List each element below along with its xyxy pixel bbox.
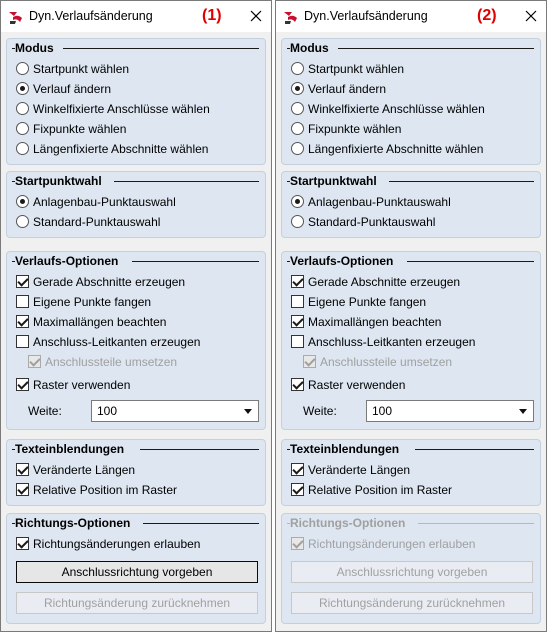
section-title: Modus <box>15 41 54 55</box>
checkbox-label: Veränderte Längen <box>33 463 136 477</box>
modus-section <box>281 38 541 165</box>
radio-label: Startpunkt wählen <box>308 62 405 76</box>
chevron-down-icon[interactable] <box>244 409 252 414</box>
checkbox[interactable] <box>291 463 304 476</box>
checkbox[interactable] <box>291 378 304 391</box>
window-title: Dyn.Verlaufsänderung <box>304 9 428 23</box>
checkbox[interactable] <box>291 275 304 288</box>
title-bar[interactable] <box>1 1 271 32</box>
title-bar[interactable] <box>276 1 546 32</box>
richtungsaenderung-zuruecknehmen-button: Richtungsänderung zurücknehmen <box>16 592 258 614</box>
checkbox[interactable] <box>16 463 29 476</box>
richtungsaenderung-zuruecknehmen-button: Richtungsänderung zurücknehmen <box>291 592 533 614</box>
radio-button[interactable] <box>16 215 29 228</box>
checkbox <box>291 537 304 550</box>
weite-value: 100 <box>372 404 393 418</box>
weite-select[interactable] <box>366 400 534 422</box>
radio-button[interactable] <box>291 82 304 95</box>
checkbox-label: Eigene Punkte fangen <box>308 295 427 309</box>
checkbox-label: Raster verwenden <box>308 378 406 392</box>
app-logo-icon <box>283 9 299 25</box>
radio-label: Längenfixierte Abschnitte wählen <box>33 142 209 156</box>
checkbox[interactable] <box>291 483 304 496</box>
section-title: Startpunktwahl <box>15 174 102 188</box>
checkbox[interactable] <box>16 378 29 391</box>
checkbox-label: Maximallängen beachten <box>33 315 167 329</box>
section-title: Verlaufs-Optionen <box>290 254 394 268</box>
checkbox-label: Anschlussteile umsetzen <box>45 355 178 369</box>
radio-button[interactable] <box>291 195 304 208</box>
radio-button[interactable] <box>16 195 29 208</box>
chevron-down-icon[interactable] <box>519 409 527 414</box>
radio-label: Fixpunkte wählen <box>33 122 127 136</box>
startpunktwahl-section <box>6 171 266 238</box>
dialog-number-label: (2) <box>477 7 497 24</box>
checkbox[interactable] <box>16 483 29 496</box>
checkbox-label: Gerade Abschnitte erzeugen <box>33 275 186 289</box>
close-icon[interactable] <box>524 9 538 23</box>
app-logo-icon <box>8 9 24 25</box>
dialog-body <box>276 32 546 631</box>
dialog-body <box>1 32 271 631</box>
checkbox[interactable] <box>16 315 29 328</box>
checkbox <box>28 355 41 368</box>
radio-label: Startpunkt wählen <box>33 62 130 76</box>
checkbox[interactable] <box>291 295 304 308</box>
checkbox-label: Maximallängen beachten <box>308 315 442 329</box>
checkbox-label: Gerade Abschnitte erzeugen <box>308 275 461 289</box>
checkbox[interactable] <box>291 335 304 348</box>
checkbox[interactable] <box>16 275 29 288</box>
radio-label: Anlagenbau-Punktauswahl <box>308 195 451 209</box>
verlaufs-optionen-section <box>281 251 541 430</box>
richtungs-optionen-section <box>6 513 266 624</box>
checkbox-label: Raster verwenden <box>33 378 131 392</box>
checkbox-label: Anschlussteile umsetzen <box>320 355 453 369</box>
radio-label: Längenfixierte Abschnitte wählen <box>308 142 484 156</box>
radio-button[interactable] <box>291 122 304 135</box>
richtungs-optionen-section <box>281 513 541 624</box>
radio-label: Fixpunkte wählen <box>308 122 402 136</box>
dialog-2 <box>275 0 547 632</box>
close-icon[interactable] <box>249 9 263 23</box>
section-title: Verlaufs-Optionen <box>15 254 119 268</box>
radio-button[interactable] <box>16 62 29 75</box>
section-title: Modus <box>290 41 329 55</box>
radio-label: Verlauf ändern <box>308 82 387 96</box>
texteinblendungen-section <box>281 439 541 506</box>
checkbox-label: Anschluss-Leitkanten erzeugen <box>308 335 476 349</box>
weite-select[interactable] <box>91 400 259 422</box>
verlaufs-optionen-section <box>6 251 266 430</box>
radio-label: Standard-Punktauswahl <box>308 215 436 229</box>
checkbox-label: Relative Position im Raster <box>33 483 178 497</box>
radio-button[interactable] <box>291 62 304 75</box>
checkbox[interactable] <box>291 315 304 328</box>
radio-button[interactable] <box>16 122 29 135</box>
section-title: Texteinblendungen <box>15 442 125 456</box>
dialog-1 <box>0 0 272 632</box>
checkbox-label: Richtungsänderungen erlauben <box>33 537 201 551</box>
weite-value: 100 <box>97 404 118 418</box>
radio-label: Winkelfixierte Anschlüsse wählen <box>308 102 485 116</box>
checkbox-label: Anschluss-Leitkanten erzeugen <box>33 335 201 349</box>
section-title: Startpunktwahl <box>290 174 377 188</box>
startpunktwahl-section <box>281 171 541 238</box>
checkbox-label: Eigene Punkte fangen <box>33 295 152 309</box>
section-title: Richtungs-Optionen <box>290 516 406 530</box>
radio-label: Winkelfixierte Anschlüsse wählen <box>33 102 210 116</box>
anschlussrichtung-vorgeben-button[interactable]: Anschlussrichtung vorgeben <box>16 561 258 583</box>
checkbox-label: Veränderte Längen <box>308 463 411 477</box>
checkbox-label: Richtungsänderungen erlauben <box>308 537 476 551</box>
weite-label: Weite: <box>303 404 337 418</box>
radio-button[interactable] <box>16 102 29 115</box>
weite-label: Weite: <box>28 404 62 418</box>
anschlussrichtung-vorgeben-button: Anschlussrichtung vorgeben <box>291 561 533 583</box>
section-title: Texteinblendungen <box>290 442 400 456</box>
texteinblendungen-section <box>6 439 266 506</box>
checkbox[interactable] <box>16 537 29 550</box>
dialog-number-label: (1) <box>202 7 222 24</box>
section-title: Richtungs-Optionen <box>15 516 131 530</box>
radio-button[interactable] <box>16 82 29 95</box>
radio-button[interactable] <box>291 102 304 115</box>
radio-label: Verlauf ändern <box>33 82 112 96</box>
radio-button[interactable] <box>291 142 304 155</box>
checkbox[interactable] <box>16 295 29 308</box>
checkbox[interactable] <box>16 335 29 348</box>
radio-button[interactable] <box>16 142 29 155</box>
window-title: Dyn.Verlaufsänderung <box>29 9 153 23</box>
checkbox <box>303 355 316 368</box>
radio-label: Anlagenbau-Punktauswahl <box>33 195 176 209</box>
modus-section <box>6 38 266 165</box>
radio-button[interactable] <box>291 215 304 228</box>
radio-label: Standard-Punktauswahl <box>33 215 161 229</box>
checkbox-label: Relative Position im Raster <box>308 483 453 497</box>
